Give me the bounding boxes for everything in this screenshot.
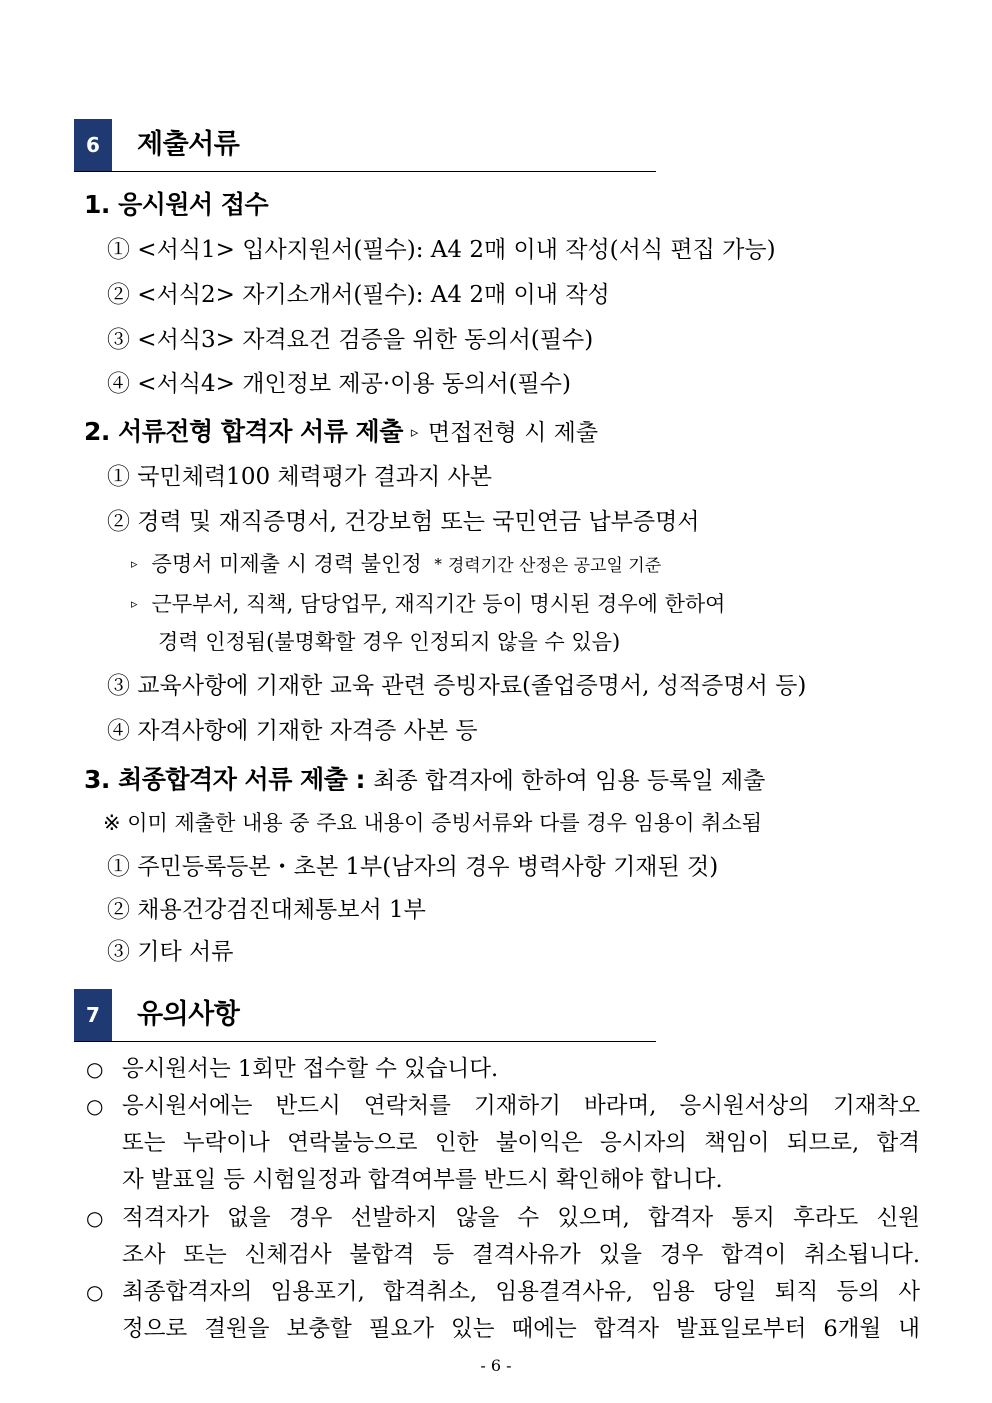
asterisk-icon: * — [434, 555, 442, 573]
sub1-title: 1. 응시원서 접수 — [84, 190, 269, 219]
notice-3-line-2: 조사 또는 신체검사 불합격 등 결격사유가 있을 경우 합격이 취소됩니다. — [122, 1242, 920, 1268]
section-7-header — [74, 989, 656, 1042]
section-6-title: 제출서류 — [137, 129, 240, 160]
arrow-icon: ▹ — [131, 597, 138, 612]
section-6-number: 6 — [74, 119, 112, 171]
section-6-header — [74, 119, 656, 172]
notice-3-line-1: 적격자가 없을 경우 선발하지 않을 수 있으며, 합격자 통지 후라도 신원 — [122, 1205, 920, 1231]
sub2-bullet-1 — [131, 544, 661, 584]
sub3-note: ※ 이미 제출한 내용 중 주요 내용이 증빙서류와 다를 경우 임용이 취소됨 — [103, 811, 763, 835]
bullet-circle-icon: ○ — [86, 1094, 104, 1118]
sub3-item-3: ③ 기타 서류 — [107, 939, 234, 965]
sub1-item-2: ② <서식2> 자기소개서(필수): A4 2매 이내 작성 — [107, 282, 610, 308]
notice-4-line-2: 정으로 결원을 보충할 필요가 있는 때에는 합격자 발표일로부터 6개월 내 — [122, 1316, 920, 1342]
notice-4-line-1: 최종합격자의 임용포기, 합격취소, 임용결격사유, 임용 당일 퇴직 등의 사 — [122, 1279, 920, 1305]
bullet-circle-icon: ○ — [86, 1206, 104, 1230]
page-number: - 6 - — [480, 1356, 512, 1375]
sub2-bullet-1-note-text: 경력기간 산정은 공고일 기준 — [447, 556, 662, 576]
notice-2-line-3: 자 발표일 등 시험일정과 합격여부를 반드시 확인해야 합니다. — [122, 1167, 723, 1193]
sub2-bullet-2-text: 근무부서, 직책, 담당업무, 재직기간 등이 명시된 경우에 한하여 — [151, 592, 726, 616]
notice-2-line-1: 응시원서에는 반드시 연락처를 기재하기 바라며, 응시원서상의 기재착오 — [122, 1093, 920, 1119]
notice-1-line-1: 응시원서는 1회만 접수할 수 있습니다. — [122, 1056, 499, 1082]
sub2-heading — [84, 412, 598, 452]
arrow-icon: ▹ — [410, 423, 418, 441]
section-7-title: 유의사항 — [137, 999, 240, 1030]
sub2-bullet-1-note — [434, 556, 661, 576]
sub3-item-1: ① 주민등록등본・초본 1부(남자의 경우 병력사항 기재된 것) — [107, 854, 719, 880]
sub2-tail: 면접전형 시 제출 — [427, 420, 599, 446]
arrow-icon: ▹ — [131, 557, 138, 572]
sub2-bullet-2 — [131, 584, 725, 624]
sub2-bullet-2-cont: 경력 인정됨(불명확할 경우 인정되지 않을 수 있음) — [158, 630, 621, 654]
sub1-item-1: ① <서식1> 입사지원서(필수): A4 2매 이내 작성(서식 편집 가능) — [107, 237, 776, 263]
notice-2-line-2: 또는 누락이나 연락불능으로 인한 불이익은 응시자의 책임이 되므로, 합격 — [122, 1130, 920, 1156]
bullet-circle-icon: ○ — [86, 1057, 104, 1081]
sub1-item-4: ④ <서식4> 개인정보 제공·이용 동의서(필수) — [107, 371, 571, 397]
sub3-tail: 최종 합격자에 한하여 임용 등록일 제출 — [373, 768, 766, 794]
sub2-item-2: ② 경력 및 재직증명서, 건강보험 또는 국민연금 납부증명서 — [107, 509, 700, 535]
sub2-item-1: ① 국민체력100 체력평가 결과지 사본 — [107, 464, 492, 490]
sub3-title: 3. 최종합격자 서류 제출 : — [84, 765, 366, 794]
sub1-item-3: ③ <서식3> 자격요건 검증을 위한 동의서(필수) — [107, 327, 594, 353]
sub3-heading — [84, 760, 765, 800]
sub3-item-2: ② 채용건강검진대체통보서 1부 — [107, 897, 426, 923]
section-7-number: 7 — [74, 989, 112, 1041]
sub2-title: 2. 서류전형 합격자 서류 제출 — [84, 417, 403, 446]
sub2-item-3: ③ 교육사항에 기재한 교육 관련 증빙자료(졸업증명서, 성적증명서 등) — [107, 673, 807, 699]
sub2-bullet-1-text: 증명서 미제출 시 경력 불인정 — [151, 552, 422, 576]
bullet-circle-icon: ○ — [86, 1280, 104, 1304]
sub2-item-4: ④ 자격사항에 기재한 자격증 사본 등 — [107, 718, 478, 744]
